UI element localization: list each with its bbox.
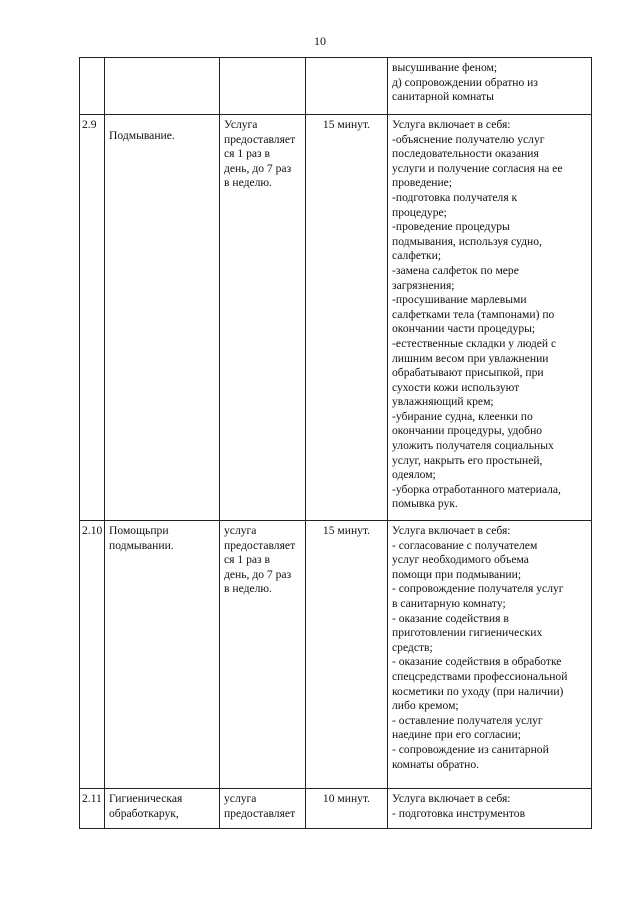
frequency-line: в неделю. xyxy=(224,582,272,596)
service-name-line: подмывании. xyxy=(109,538,174,552)
service-name-cell xyxy=(105,115,220,521)
content-line: спецсредствами профессиональной xyxy=(392,669,568,683)
frequency-line: услуга xyxy=(224,524,257,537)
content-line: - сопровождение из санитарной xyxy=(392,742,549,756)
service-name-line: Подмывание. xyxy=(109,129,175,142)
duration-text: 15 минут. xyxy=(322,524,371,537)
row-number-cell xyxy=(80,115,105,521)
content-cell xyxy=(388,115,592,521)
content-line: -подготовка получателя к xyxy=(392,190,518,204)
content-line: Услуга включает в себя: xyxy=(392,792,511,805)
content-cell xyxy=(388,789,592,829)
content-line: помывка рук. xyxy=(392,497,458,511)
content-line: -просушивание марлевыми xyxy=(392,293,527,307)
duration-cell xyxy=(306,521,388,789)
table-row xyxy=(80,115,592,521)
content-line: - оказание содействия в обработке xyxy=(392,655,562,669)
content-line: высушивание феном; xyxy=(392,61,498,74)
duration-text: 15 минут. xyxy=(322,118,371,131)
content-line: лишним весом при увлажнении xyxy=(392,351,549,365)
frequency-cell xyxy=(220,58,306,115)
content-line: средств; xyxy=(392,640,433,654)
content-line: - подготовка инструментов xyxy=(392,806,526,820)
frequency-line: в неделю. xyxy=(224,176,272,190)
service-name-line xyxy=(109,524,215,539)
row-number-cell xyxy=(80,789,105,829)
table-row xyxy=(80,521,592,789)
content-line: салфетками тела (тампонами) по xyxy=(392,307,555,321)
content-line: услуги и получение согласия на ее xyxy=(392,161,563,175)
content-line: сухости кожи используют xyxy=(392,380,520,394)
content-line: окончании части процедуры; xyxy=(392,322,536,336)
frequency-cell xyxy=(220,789,306,829)
content-line: -естественные складки у людей с xyxy=(392,336,557,350)
frequency-cell xyxy=(220,521,306,789)
content-line: наедине при его согласии; xyxy=(392,728,521,742)
content-line: косметики по уходу (при наличии) xyxy=(392,684,564,698)
duration-cell xyxy=(306,115,388,521)
content-line: - оказание содействия в xyxy=(392,611,509,625)
frequency-line: предоставляет xyxy=(224,806,296,820)
frequency-line: день, до 7 раз xyxy=(224,161,292,175)
content-line: д) сопровождении обратно из xyxy=(392,75,538,89)
content-line: -проведение процедуры xyxy=(392,220,510,234)
row-number-cell xyxy=(80,521,105,789)
frequency-line: услуга xyxy=(224,792,257,805)
content-line: в санитарную комнату; xyxy=(392,596,506,610)
content-cell xyxy=(388,521,592,789)
service-name-word: рук, xyxy=(158,806,179,820)
content-cell xyxy=(388,58,592,115)
service-name-line: Гигиеническая xyxy=(109,792,183,805)
service-name-cell xyxy=(105,789,220,829)
content-line: последовательности оказания xyxy=(392,147,539,161)
content-line: -убирание судна, клеенки по xyxy=(392,409,533,423)
frequency-line: Услуга xyxy=(224,118,258,131)
frequency-line: ся 1 раз в xyxy=(224,553,270,567)
content-line: Услуга включает в себя: xyxy=(392,118,511,131)
content-line: либо кремом; xyxy=(392,699,459,713)
row-number-cell xyxy=(80,58,105,115)
content-line: - сопровождение получателя услуг xyxy=(392,582,564,596)
duration-cell xyxy=(306,789,388,829)
content-line: уложить получателя социальных xyxy=(392,439,554,453)
content-line: комнаты обратно. xyxy=(392,757,480,771)
service-name-cell xyxy=(105,521,220,789)
frequency-cell xyxy=(220,115,306,521)
service-name-cell xyxy=(105,58,220,115)
content-line: -объяснение получателю услуг xyxy=(392,132,545,146)
content-line: услуг, накрыть его простыней, xyxy=(392,453,543,467)
duration-cell xyxy=(306,58,388,115)
services-table xyxy=(79,57,592,829)
content-line: проведение; xyxy=(392,176,453,190)
content-line: обрабатывают присыпкой, при xyxy=(392,366,544,380)
service-name-word: при xyxy=(150,524,169,537)
frequency-line: предоставляет xyxy=(224,538,296,552)
content-line: - оставление получателя услуг xyxy=(392,713,543,727)
content-line: загрязнения; xyxy=(392,278,455,292)
frequency-line: день, до 7 раз xyxy=(224,567,292,581)
service-name-word: обработка xyxy=(109,806,159,820)
content-line: помощи при подмывании; xyxy=(392,567,522,581)
row-number: 2.9 xyxy=(82,118,97,131)
row-number: 2.11 xyxy=(82,792,102,805)
page-number: 10 xyxy=(314,34,326,48)
table-row xyxy=(80,789,592,829)
frequency-line: предоставляет xyxy=(224,132,296,146)
content-line: одеялом; xyxy=(392,468,436,482)
content-line: Услуга включает в себя: xyxy=(392,524,511,537)
content-line: санитарной комнаты xyxy=(392,90,494,104)
content-line: услуг необходимого объема xyxy=(392,553,529,567)
content-line: увлажняющий крем; xyxy=(392,395,494,409)
content-line: подмывания, используя судно, xyxy=(392,234,542,248)
frequency-line: ся 1 раз в xyxy=(224,147,270,161)
content-line: окончании процедуры, удобно xyxy=(392,424,543,438)
service-name-line xyxy=(109,807,215,822)
content-line: салфетки; xyxy=(392,249,442,263)
content-line: процедуре; xyxy=(392,205,447,219)
content-line: приготовлении гигиенических xyxy=(392,626,543,640)
table-row xyxy=(80,58,592,115)
content-line: -замена салфеток по мере xyxy=(392,263,519,277)
content-line: - согласование с получателем xyxy=(392,538,538,552)
service-name-word: Помощь xyxy=(109,524,151,537)
duration-text: 10 минут. xyxy=(322,792,371,805)
content-line: -уборка отработанного материала, xyxy=(392,482,561,496)
row-number: 2.10 xyxy=(82,524,103,537)
